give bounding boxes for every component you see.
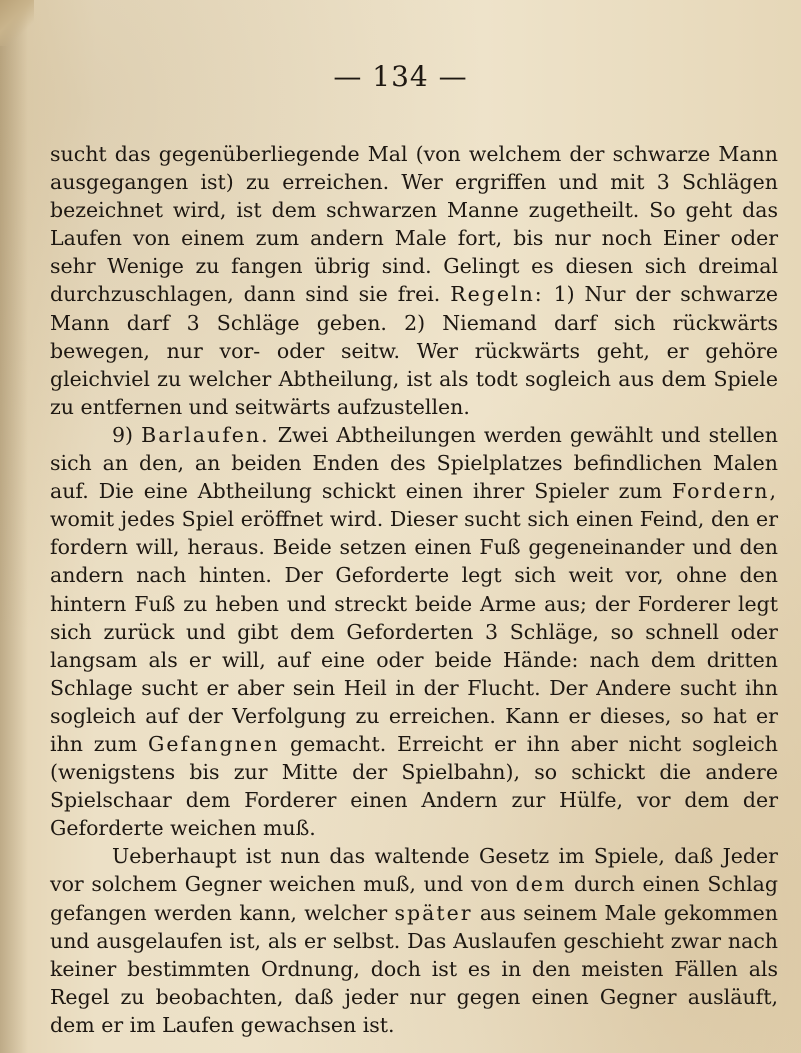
p2-text-c: gemacht. Erreicht er ihn aber nicht sogleich (wenigstens bis zur Mitte der Spielbahn), so schickt die andere Spielschaar dem Forderer einen Andern zur Hülfe, vor dem der Geforderte weichen muß. (50, 731, 778, 841)
paragraph-1 (50, 140, 778, 421)
p3-text-a: Ueberhaupt ist nun das waltende Gesetz im Spiele, daß Jeder vor solchem Gegner weichen muß, und von (50, 844, 778, 897)
p1-text-a: sucht das gegenüberliegende Mal (von welchem der schwarze Mann ausgegangen ist) zu erreichen. Wer ergriffen und mit 3 Schlägen bezeichnet wird, ist dem schwarzen Manne zugetheilt. So geht das Laufen von einem zum andern Male fort, bis nur noch Einer oder sehr Wenige zu fangen übrig sind. Gelingt es diesen sich dreimal durchzuschlagen, dann sind sie frei. (50, 142, 778, 307)
rules-heading: Regeln: (450, 282, 544, 307)
p2-number: 9) (112, 422, 142, 447)
paragraph-3 (50, 842, 778, 1039)
page-number: — 134 — (333, 60, 468, 93)
gefangnen-term: Gefangnen (147, 731, 280, 756)
paragraph-2 (50, 421, 778, 842)
fordern-term: Fordern, (671, 479, 778, 504)
page-corner (0, 0, 34, 46)
dem-term: dem (515, 872, 567, 897)
spaeter-term: später (394, 900, 473, 925)
barlaufen-heading: Barlaufen. (141, 422, 270, 447)
p2-text-a: Zwei Abtheilungen werden gewählt und stellen sich an den, an beiden Enden des Spielplatzes befindlichen Malen auf. Die eine Abtheilung schickt einen ihrer Spieler zum (50, 422, 778, 504)
p3-text-c: aus seinem Male gekommen und ausgelaufen ist, als er selbst. Das Auslaufen geschieht zwar nach keiner bestimmten Ordnung, doch ist es in den meisten Fällen als Regel zu beobachten, daß jeder nur gegen einen Gegner ausläuft, dem er im Laufen gewachsen ist. (50, 900, 778, 1037)
p1-text-b: 1) Nur der schwarze Mann darf 3 Schläge geben. 2) Niemand darf sich rückwärts bewegen, nur vor- oder seitw. Wer rückwärts geht, er gehöre gleichviel zu welcher Abtheilung, ist als todt sogleich aus dem Spiele zu entfernen und seitwärts aufzustellen. (50, 282, 778, 419)
p3-text-b: durch einen Schlag gefangen werden kann, welcher (50, 872, 778, 925)
binding-shadow (0, 0, 28, 1053)
body-text (50, 140, 778, 1039)
p2-text-b: womit jedes Spiel eröffnet wird. Dieser sucht sich einen Feind, den er fordern will, heraus. Beide setzen einen Fuß gegeneinander und den andern nach hinten. Der Geforderte legt sich weit vor, ohne den hintern Fuß zu heben und streckt beide Arme aus; der Forderer legt sich zurück und gibt dem Geforderten 3 Schläge, so schnell oder langsam als er will, auf eine oder beide Hände: nach dem dritten Schlage sucht er aber sein Heil in der Flucht. Der Andere sucht ihn sogleich auf der Verfolgung zu erreichen. Kann er dieses, so hat er ihn zum (50, 507, 778, 756)
